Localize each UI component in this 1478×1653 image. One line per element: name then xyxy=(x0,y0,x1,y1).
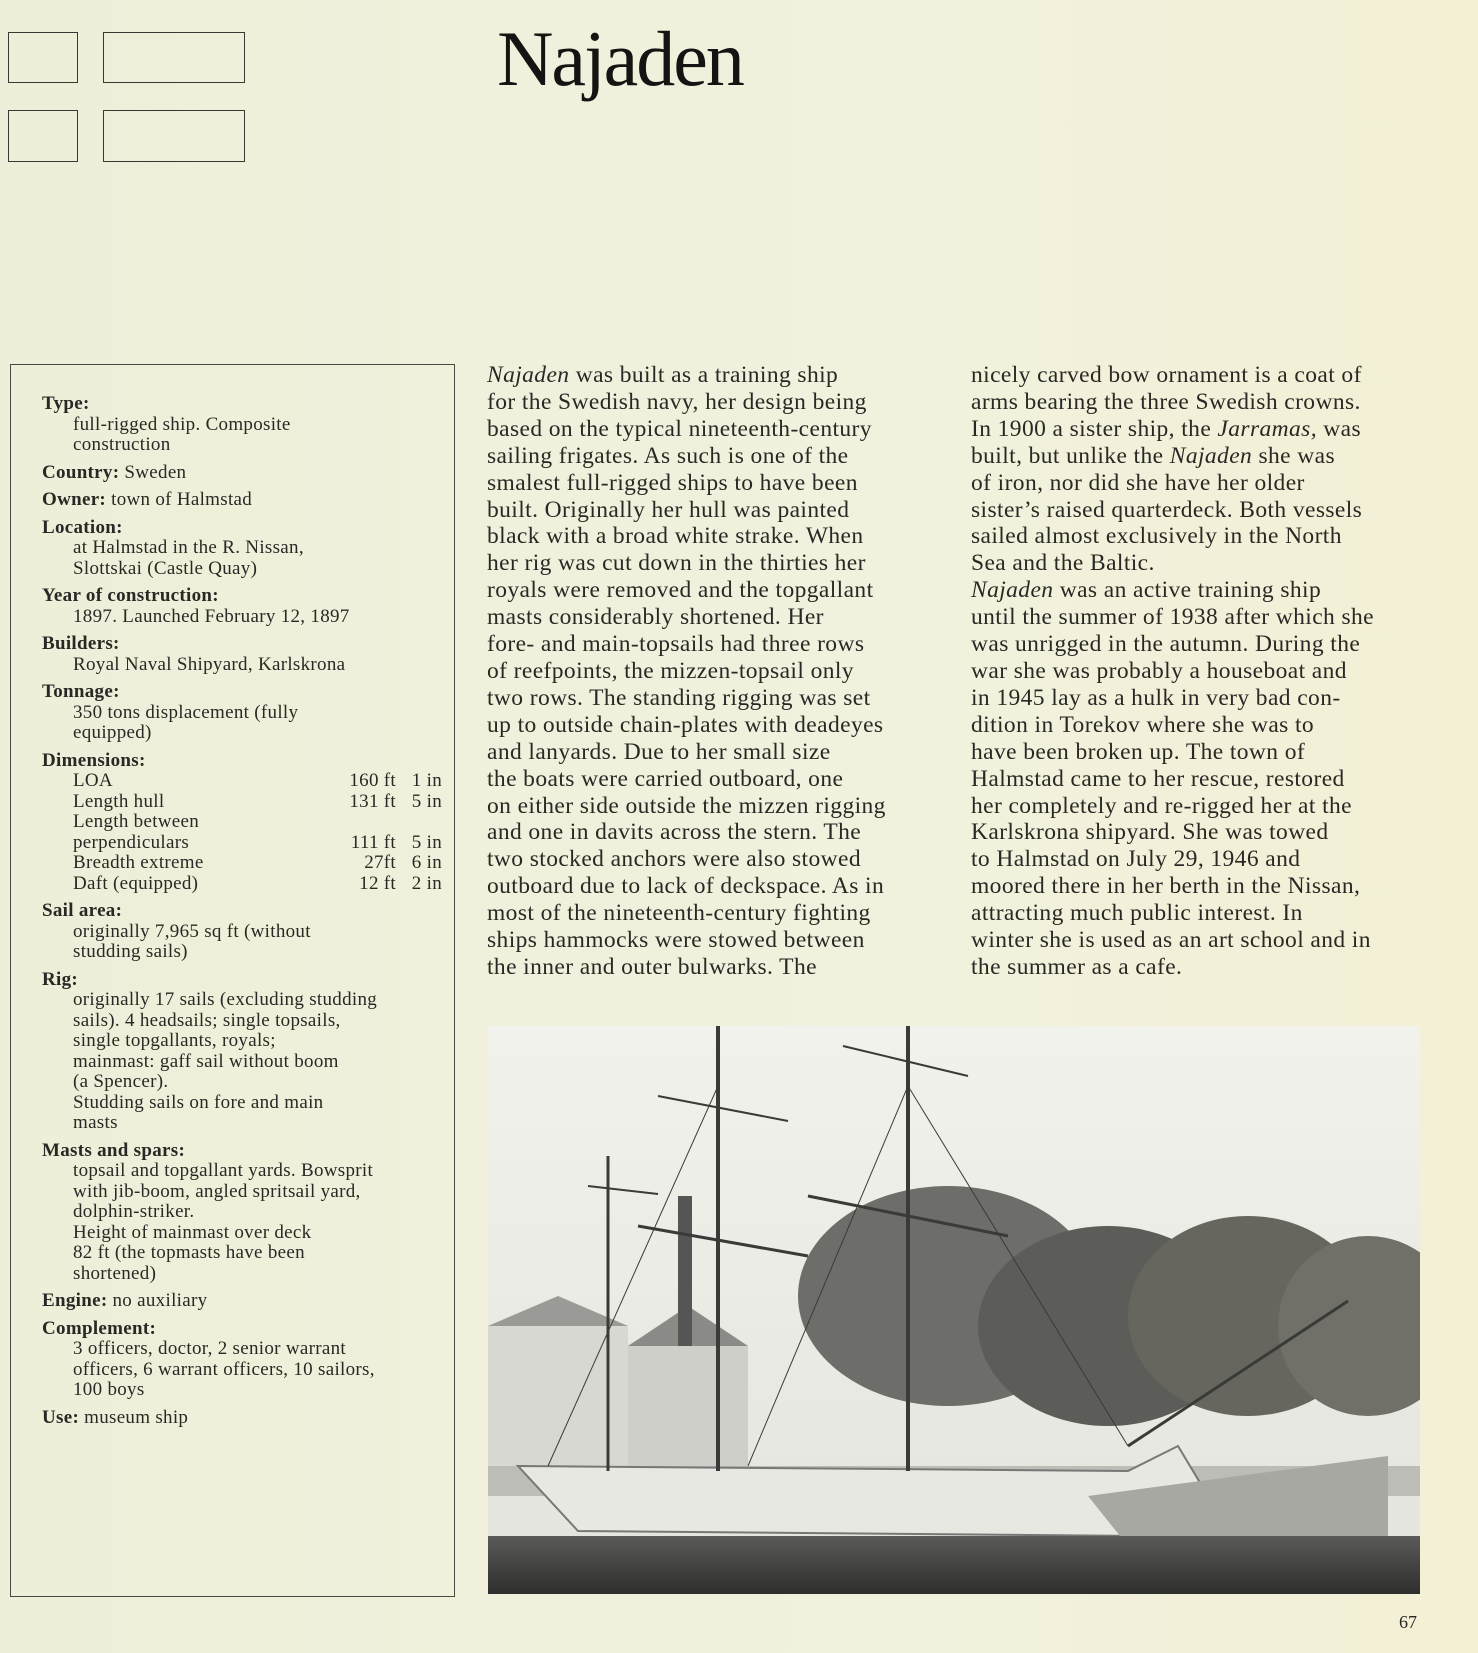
text-span: for the Swedish navy, her design being xyxy=(487,388,867,415)
text-line xyxy=(487,927,886,954)
body-text-column-1 xyxy=(487,362,886,981)
text-span: nicely carved bow ornament is a coat of xyxy=(971,362,1362,388)
text-span: sailing frigates. As such is one of the xyxy=(487,442,849,469)
spec-entry xyxy=(42,970,442,1134)
text-line xyxy=(487,389,886,416)
specifications-list xyxy=(42,394,442,1435)
text-span: her rig was cut down in the thirties her xyxy=(487,550,866,577)
text-line xyxy=(971,739,1374,766)
spec-value: no auxiliary xyxy=(107,1290,208,1311)
text-span: In 1900 a sister ship, the xyxy=(971,415,1218,442)
text-line xyxy=(487,846,886,873)
text-line xyxy=(487,873,886,900)
dimension-inches: 5 in xyxy=(411,831,442,853)
text-line xyxy=(487,604,886,631)
spec-entry xyxy=(42,1141,442,1285)
text-span: she was xyxy=(1252,442,1336,469)
najaden-ship-image xyxy=(488,1026,1420,1594)
text-line xyxy=(971,577,1374,604)
spec-value-line: (a Spencer). xyxy=(73,1071,169,1092)
dimension-row xyxy=(42,853,442,874)
text-span: sailed almost exclusively in the North xyxy=(971,523,1342,550)
page-title: Najaden xyxy=(497,15,743,102)
text-line xyxy=(971,658,1374,685)
text-line xyxy=(971,927,1374,954)
spec-label: Engine: xyxy=(42,1290,108,1311)
spec-value-line: with jib-boom, angled spritsail yard, xyxy=(73,1180,361,1202)
spec-heading xyxy=(42,1408,442,1429)
italic-ship-name: Jarramas, xyxy=(1217,415,1317,442)
italic-ship-name: Najaden xyxy=(487,362,570,388)
text-line xyxy=(971,604,1374,631)
spec-value-line: originally 17 sails (excluding studding xyxy=(73,989,378,1010)
text-line xyxy=(487,416,886,443)
spec-label: Tonnage: xyxy=(42,681,120,702)
spec-value-line: studding sails) xyxy=(73,941,188,962)
spec-label: Masts and spars: xyxy=(42,1139,186,1161)
text-line xyxy=(971,819,1374,846)
text-line xyxy=(971,362,1374,389)
dimension-name: Length hull xyxy=(73,790,165,812)
text-span: based on the typical nineteenth-century xyxy=(487,415,872,442)
dimension-inches: 2 in xyxy=(411,872,442,894)
text-line xyxy=(971,443,1374,470)
spec-value-line: dolphin-striker. xyxy=(73,1201,195,1222)
dimension-feet: 131 ft xyxy=(349,790,396,812)
spec-heading xyxy=(42,682,442,703)
text-span: war she was probably a houseboat and xyxy=(971,657,1347,684)
text-line xyxy=(487,685,886,712)
italic-ship-name: Najaden xyxy=(1169,442,1253,469)
text-span: was an active training ship xyxy=(1053,577,1322,604)
text-span: of iron, nor did she have her older xyxy=(971,469,1305,496)
corner-box-3 xyxy=(8,110,78,162)
spec-value: Sweden xyxy=(119,461,187,483)
spec-entry xyxy=(42,394,442,456)
spec-entry xyxy=(42,1291,442,1312)
spec-value-line: 100 boys xyxy=(73,1379,145,1400)
spec-label: Type: xyxy=(42,393,90,414)
text-line xyxy=(971,873,1374,900)
text-line xyxy=(971,793,1374,820)
ship-photograph xyxy=(488,1026,1420,1594)
dimension-row xyxy=(42,833,442,854)
text-span: most of the nineteenth-century fighting xyxy=(487,900,871,927)
spec-label: Builders: xyxy=(42,633,120,654)
italic-ship-name: Najaden xyxy=(971,577,1054,604)
text-span: and lanyards. Due to her small size xyxy=(487,738,831,765)
dimension-row xyxy=(42,792,442,813)
text-span: built, but unlike the xyxy=(971,442,1170,469)
spec-entry xyxy=(42,1408,442,1429)
spec-value-line: equipped) xyxy=(73,722,152,743)
dimension-row xyxy=(42,771,442,792)
text-line xyxy=(487,470,886,497)
text-span: was xyxy=(1316,415,1362,442)
spec-entry xyxy=(42,751,442,895)
text-line xyxy=(971,766,1374,793)
text-span: black with a broad white strake. When xyxy=(487,523,864,550)
spec-value: museum ship xyxy=(79,1406,189,1428)
spec-heading xyxy=(42,1291,442,1312)
corner-box-1 xyxy=(8,32,78,83)
spec-value-line: 82 ft (the topmasts have been xyxy=(73,1242,305,1263)
text-span: until the summer of 1938 after which she xyxy=(971,604,1375,631)
text-line xyxy=(487,658,886,685)
dimension-row xyxy=(42,874,442,895)
spec-entry xyxy=(42,518,442,580)
text-line xyxy=(487,739,886,766)
spec-value-line: Royal Naval Shipyard, Karlskrona xyxy=(73,653,346,675)
dimension-inches xyxy=(396,812,442,833)
dimension-name: perpendiculars xyxy=(73,831,190,853)
text-span: and one in davits across the stern. The xyxy=(487,819,862,846)
text-span: royals were removed and the topgallant xyxy=(487,577,874,604)
text-line xyxy=(971,685,1374,712)
spec-heading xyxy=(42,490,442,511)
spec-entry xyxy=(42,490,442,511)
dimension-name: Daft (equipped) xyxy=(73,872,199,894)
text-span: the boats were carried outboard, one xyxy=(487,765,844,792)
text-line xyxy=(971,631,1374,658)
text-span: of reefpoints, the mizzen-topsail only xyxy=(487,657,854,684)
text-span: built. Originally her hull was painted xyxy=(487,496,850,523)
text-span: was built as a training ship xyxy=(569,362,839,388)
dimension-inches: 5 in xyxy=(411,790,442,812)
spec-value-line: 3 officers, doctor, 2 senior warrant xyxy=(73,1338,346,1359)
spec-value-line: originally 7,965 sq ft (without xyxy=(73,920,311,942)
text-line xyxy=(971,389,1374,416)
text-line xyxy=(487,497,886,524)
text-line xyxy=(487,954,886,981)
text-line xyxy=(487,766,886,793)
spec-value-line: full-rigged ship. Composite xyxy=(73,413,291,435)
text-span: in 1945 lay as a hulk in very bad con- xyxy=(971,684,1341,711)
text-span: to Halmstad on July 29, 1946 and xyxy=(971,846,1301,873)
dimension-feet: 160 ft xyxy=(349,770,396,791)
spec-heading xyxy=(42,463,442,484)
spec-heading xyxy=(42,970,442,991)
spec-entry xyxy=(42,634,442,675)
spec-label: Use: xyxy=(42,1406,80,1428)
dimension-feet: 111 ft xyxy=(350,831,396,853)
spec-value-line: construction xyxy=(73,434,171,455)
text-span: was unrigged in the autumn. During the xyxy=(971,631,1361,658)
spec-label: Dimensions: xyxy=(42,749,146,771)
text-span: up to outside chain-plates with deadeyes xyxy=(487,711,884,738)
text-span: ships hammocks were stowed between xyxy=(487,927,865,954)
text-span: smalest full-rigged ships to have been xyxy=(487,469,858,496)
spec-heading xyxy=(42,586,442,607)
dimension-inches: 1 in xyxy=(411,770,442,791)
text-span: winter she is used as an art school and in xyxy=(971,927,1371,954)
spec-value-line: masts xyxy=(73,1112,118,1133)
text-line xyxy=(487,819,886,846)
spec-value-line: 1897. Launched February 12, 1897 xyxy=(73,605,350,627)
spec-value-line: Slottskai (Castle Quay) xyxy=(73,557,258,579)
spec-label: Owner: xyxy=(42,489,107,510)
text-span: attracting much public interest. In xyxy=(971,900,1303,927)
body-text-column-2 xyxy=(971,362,1374,981)
text-span: masts considerably shortened. Her xyxy=(487,604,824,631)
spec-value-line: mainmast: gaff sail without boom xyxy=(73,1050,339,1072)
text-span: Halmstad came to her rescue, restored xyxy=(971,765,1345,792)
spec-value-line: officers, 6 warrant officers, 10 sailors, xyxy=(73,1358,375,1380)
dimension-row xyxy=(42,812,442,833)
spec-value-line: sails). 4 headsails; single topsails, xyxy=(73,1009,341,1031)
text-line xyxy=(971,550,1374,577)
spec-value-line: Studding sails on fore and main xyxy=(73,1091,324,1113)
dimension-name: Length between xyxy=(73,811,200,832)
text-line xyxy=(971,416,1374,443)
text-span: dition in Torekov where she was to xyxy=(971,711,1315,738)
text-span: on either side outside the mizzen rigging xyxy=(487,792,886,819)
text-line xyxy=(487,362,886,389)
text-span: the inner and outer bulwarks. The xyxy=(487,953,817,980)
spec-value-line: shortened) xyxy=(73,1262,157,1284)
dimension-name: Breadth extreme xyxy=(73,852,204,873)
text-line xyxy=(487,523,886,550)
text-span: arms bearing the three Swedish crowns. xyxy=(971,388,1361,415)
spec-entry xyxy=(42,682,442,744)
text-line xyxy=(971,900,1374,927)
spec-value-line: Height of mainmast over deck xyxy=(73,1221,312,1243)
spec-value: town of Halmstad xyxy=(106,489,253,510)
text-span: two stocked anchors were also stowed xyxy=(487,846,861,873)
text-span: have been broken up. The town of xyxy=(971,738,1306,765)
spec-label: Year of construction: xyxy=(42,585,219,606)
text-line xyxy=(971,954,1374,981)
corner-box-4 xyxy=(103,110,245,162)
text-span: Karlskrona shipyard. She was towed xyxy=(971,819,1329,846)
text-span: her completely and re-rigged her at the xyxy=(971,792,1352,819)
text-line xyxy=(487,900,886,927)
text-line xyxy=(487,443,886,470)
spec-entry xyxy=(42,1319,442,1401)
dimension-name: LOA xyxy=(73,770,113,791)
text-span: Sea and the Baltic. xyxy=(971,550,1155,577)
dimension-feet xyxy=(338,812,396,833)
spec-heading xyxy=(42,1319,442,1340)
text-span: fore- and main-topsails had three rows xyxy=(487,631,865,658)
spec-label: Rig: xyxy=(42,968,79,990)
spec-heading xyxy=(42,901,442,922)
text-span: moored there in her berth in the Nissan, xyxy=(971,873,1361,900)
text-span: two rows. The standing rigging was set xyxy=(487,684,871,711)
page-number: 67 xyxy=(1399,1612,1417,1632)
text-span: the summer as a cafe. xyxy=(971,953,1183,980)
dimension-feet: 12 ft xyxy=(359,872,396,894)
spec-entry xyxy=(42,901,442,963)
text-line xyxy=(487,550,886,577)
spec-label: Sail area: xyxy=(42,900,123,921)
dimension-inches: 6 in xyxy=(411,852,442,873)
corner-box-2 xyxy=(103,32,245,83)
spec-heading xyxy=(42,1141,442,1162)
text-line xyxy=(971,497,1374,524)
text-line xyxy=(971,846,1374,873)
text-span: sister’s raised quarterdeck. Both vessels xyxy=(971,496,1363,523)
spec-entry xyxy=(42,463,442,484)
spec-value-line: 350 tons displacement (fully xyxy=(73,701,299,723)
text-line xyxy=(971,470,1374,497)
spec-value-line: at Halmstad in the R. Nissan, xyxy=(73,537,304,558)
text-line xyxy=(971,712,1374,739)
spec-heading xyxy=(42,394,442,415)
spec-heading xyxy=(42,518,442,539)
dimension-feet: 27ft xyxy=(364,852,396,873)
text-line xyxy=(487,712,886,739)
text-span: outboard due to lack of deckspace. As in xyxy=(487,873,885,900)
spec-heading xyxy=(42,751,442,772)
text-line xyxy=(487,577,886,604)
spec-label: Complement: xyxy=(42,1317,157,1339)
text-line xyxy=(487,631,886,658)
spec-value-line: single topgallants, royals; xyxy=(73,1030,276,1051)
spec-heading xyxy=(42,634,442,655)
spec-value-line: topsail and topgallant yards. Bowsprit xyxy=(73,1160,374,1181)
spec-entry xyxy=(42,586,442,627)
text-line xyxy=(971,523,1374,550)
text-line xyxy=(487,793,886,820)
spec-label: Location: xyxy=(42,516,123,538)
spec-label: Country: xyxy=(42,461,120,483)
